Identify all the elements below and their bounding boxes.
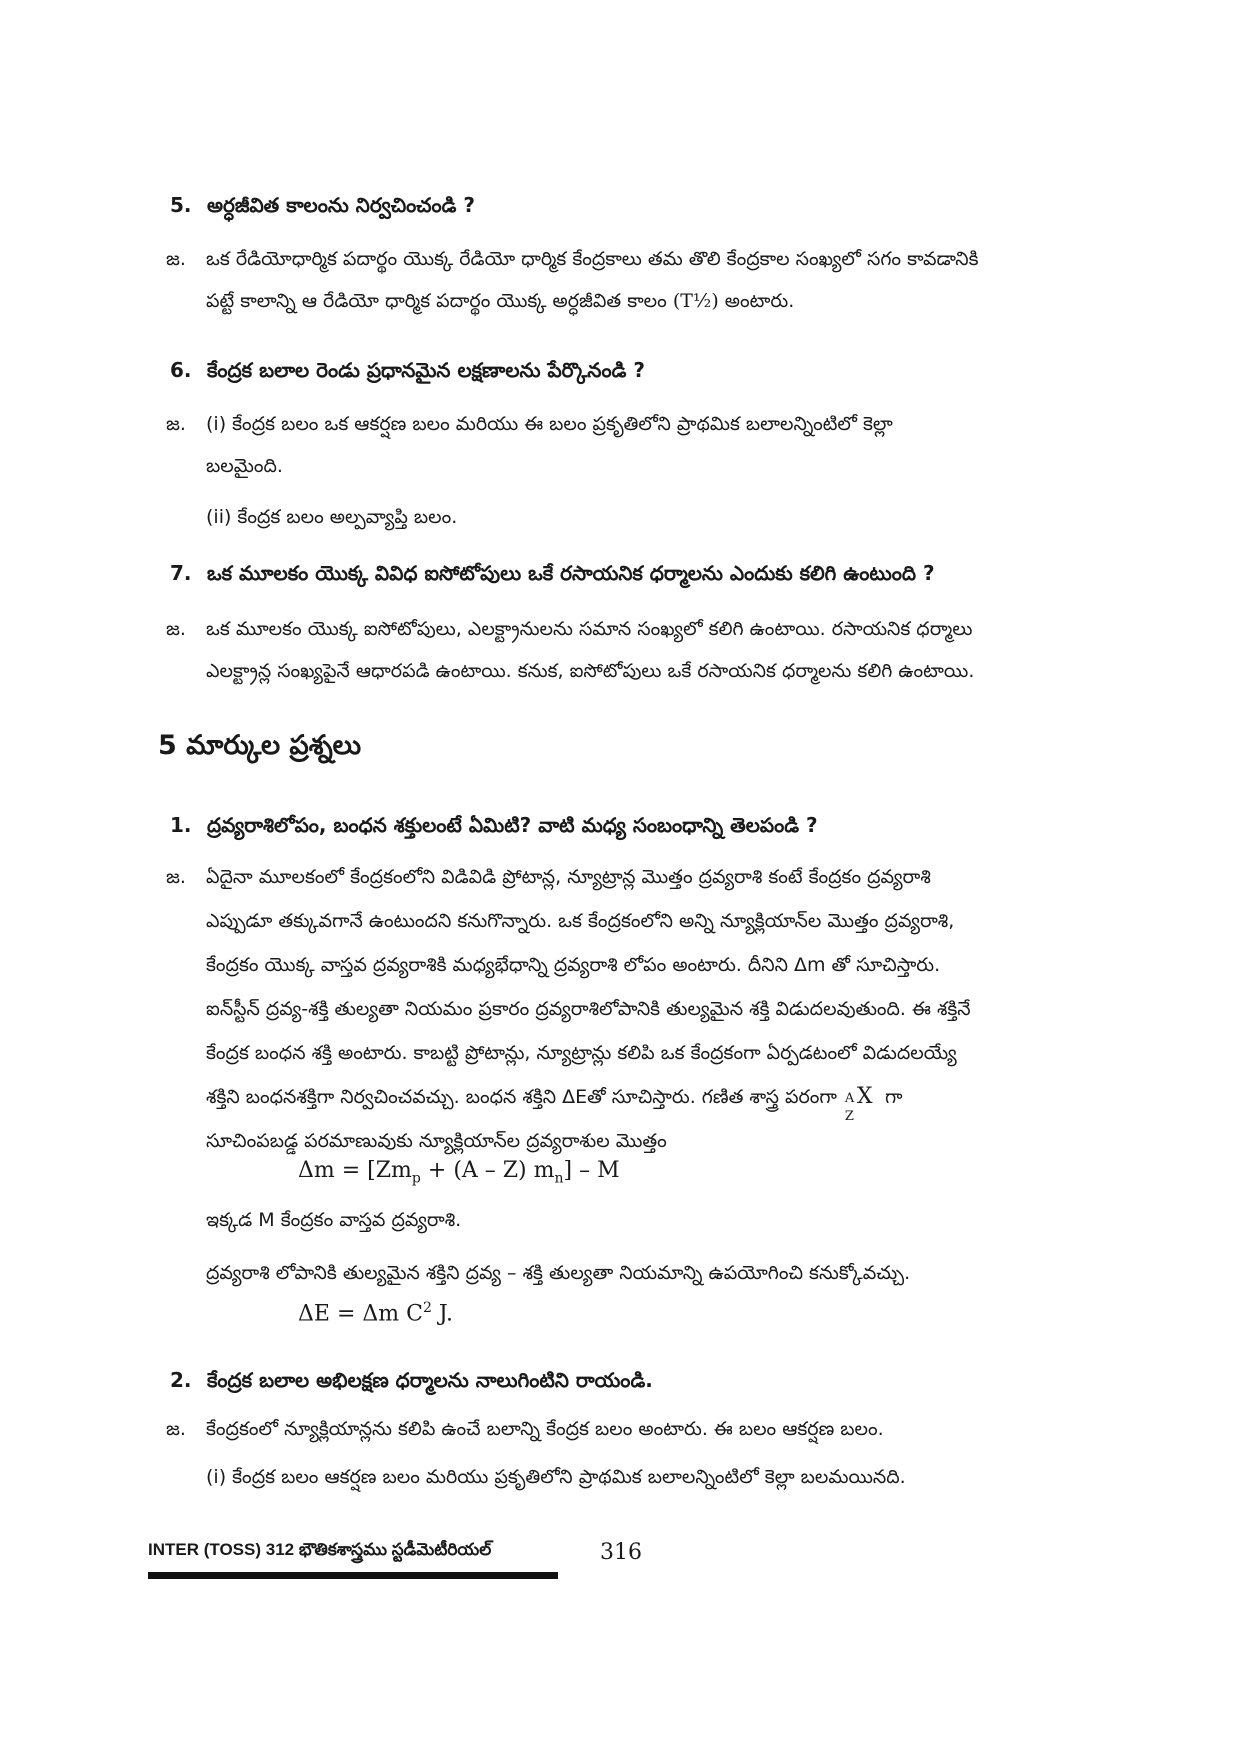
long-answer-1 (166, 855, 1104, 1163)
answer-text: కేంద్రకం యొక్క వాస్తవ ద్రవ్యరాశికి మధ్యభేధాన్ని ద్రవ్యరాశి లోపం అంటారు. దీనిని Δm తో సూచిస్తారు. (206, 954, 941, 976)
question-number: 1. (170, 813, 192, 837)
answer-6 (166, 403, 1104, 487)
answer-marker: జ. (166, 866, 186, 888)
answer-text: ఎలక్ట్రాన్ల సంఖ్యపైనే ఆధారపడి ఉంటాయి. కనుక, ఐసోటోపులు ఒకే రసాయనిక ధర్మాలను కలిగి ఉంటాయి. (206, 660, 975, 682)
answer-text: ఒక మూలకం యొక్క ఐసోటోపులు, ఎలక్ట్రానులను సమాన సంఖ్యలో కలిగి ఉంటాయి. రసాయనిక ధర్మాలు (206, 618, 973, 640)
answer-text: ఏదైనా మూలకంలో కేంద్రకంలోని విడివిడి ప్రోటాన్ల, న్యూట్రాన్ల మొత్తం ద్రవ్యరాశి కంటే కేంద్రకం ద్రవ్యరాశి (206, 866, 931, 888)
question-5 (170, 190, 1100, 220)
question-number: 6. (170, 358, 192, 382)
long-answer-2-i: (i) కేంద్రక బలం ఆకర్షణ బలం మరియు ప్రకృతిలోని ప్రాథమిక బలాలన్నింటిలో కెల్లా బలమయినది. (206, 1466, 906, 1488)
answer-text: గా (884, 1086, 903, 1108)
question-text: కేంద్రక బలాల అభిలక్షణ ధర్మాలను నాలుగింటిని రాయండి. (206, 1368, 653, 1392)
question-text: అర్ధజీవిత కాలంను నిర్వచించండి ? (206, 193, 475, 217)
question-text: కేంద్రక బలాల రెండు ప్రధానమైన లక్షణాలను పేర్కొనండి ? (206, 358, 645, 382)
binding-energy-formula: ΔE = Δm $C^2$ J. (298, 1300, 453, 1327)
answer-text: పట్టే కాలాన్ని ఆ రేడియో ధార్మిక పదార్థం యొక్క అర్ధజీవిత కాలం (206, 290, 667, 312)
question-6 (170, 355, 1100, 385)
footer-rule (148, 1572, 558, 1579)
atomic-number: Z (844, 1108, 854, 1124)
answer-marker: జ. (166, 618, 186, 640)
answer-text: సూచింపబడ్డ పరమాణువుకు న్యూక్లియాన్‌ల ద్రవ్యరాశుల మొత్తం (206, 1130, 667, 1152)
long-question-2 (170, 1365, 1100, 1395)
question-7 (170, 558, 1100, 588)
answer-6-ii: (ii) కేంద్రక బలం అల్పవ్యాప్తి బలం. (206, 506, 458, 528)
half-life-symbol: (T½) (672, 290, 719, 312)
question-number: 7. (170, 561, 192, 585)
answer-text: (i) కేంద్రక బలం ఒక ఆకర్షణ బలం మరియు ఈ బలం ప్రకృతిలోని ప్రాథమిక బలాలన్నింటిలో కెల్లా (206, 413, 893, 435)
answer-text: ఎప్పుడూ తక్కువగానే ఉంటుందని కనుగొన్నారు. ఒక కేంద్రకంలోని అన్ని న్యూక్లియాన్‌ల మొత్తం ద్రవ్యరాశి, (206, 910, 955, 932)
answer-text: అంటారు. (724, 290, 795, 312)
answer-text: కేంద్రకంలో న్యూక్లియాన్లను కలిపి ఉంచే బలాన్ని కేంద్రక బలం అంటారు. ఈ బలం ఆకర్షణ బలం. (206, 1418, 884, 1440)
question-number: 2. (170, 1368, 192, 1392)
answer-marker: జ. (166, 1418, 186, 1440)
section-heading: 5 మార్కుల ప్రశ్నలు (158, 730, 362, 761)
answer-7 (166, 608, 1104, 692)
answer-text: కేంద్రక బంధన శక్తి అంటారు. కాబట్టి ప్రోటాన్లు, న్యూట్రాన్లు కలిపి ఒక కేంద్రకంగా ఏర్పడటంలో విడుదలయ్యే (206, 1042, 957, 1064)
answer-text: ఒక రేడియోధార్మిక పదార్థం యొక్క రేడియో ధార్మిక కేంద్రకాలు తమ తొలి కేంద్రకాల సంఖ్యలో సగం కావడానికి (206, 248, 979, 270)
long-answer-2 (166, 1408, 1104, 1450)
answer-marker: జ. (166, 413, 186, 435)
answer-text: శక్తిని బంధనశక్తిగా నిర్వచించవచ్చు. బంధన శక్తిని ΔEతో సూచిస్తారు. గణిత శాస్త్ర పరంగా (206, 1086, 837, 1108)
where-line: ఇక్కడ M కేంద్రకం వాస్తవ ద్రవ్యరాశి. (206, 1209, 462, 1231)
answer-5 (166, 238, 1104, 322)
page-number: 316 (600, 1540, 642, 1565)
mass-number: A (844, 1090, 855, 1106)
long-question-1 (170, 810, 1100, 840)
element-symbol: X (856, 1083, 873, 1109)
question-text: ద్రవ్యరాశిలోపం, బంధన శక్తులంటే ఏమిటి? వాటి మధ్య సంబంధాన్ని తెలపండి ? (206, 813, 818, 837)
question-number: 5. (170, 193, 192, 217)
answer-text: ఐన్‌స్టీన్ ద్రవ్య-శక్తి తుల్యతా నియమం ప్రకారం ద్రవ్యరాశిలోపానికి తుల్యమైన శక్తి విడుదలవుతుంది. ఈ శక్తినే (206, 998, 971, 1020)
answer-text: బలమైంది. (206, 455, 283, 477)
footer-title: INTER (TOSS) 312 భౌతికశాస్త్రము స్టడీమెటీరియల్ (148, 1540, 492, 1559)
nuclide-notation (843, 1083, 879, 1124)
question-text: ఒక మూలకం యొక్క వివిధ ఐసోటోపులు ఒకే రసాయనిక ధర్మాలను ఎందుకు కలిగి ఉంటుంది ? (206, 561, 935, 585)
mass-defect-formula: $\Delta m = [Zm_p + (A - Z)$ $m_n$] – M (298, 1158, 620, 1187)
answer-marker: జ. (166, 248, 186, 270)
energy-line: ద్రవ్యరాశి లోపానికి తుల్యమైన శక్తిని ద్రవ్య – శక్తి తుల్యతా నియమాన్ని ఉపయోగించి కనుక్కోవచ్చు. (206, 1262, 911, 1284)
